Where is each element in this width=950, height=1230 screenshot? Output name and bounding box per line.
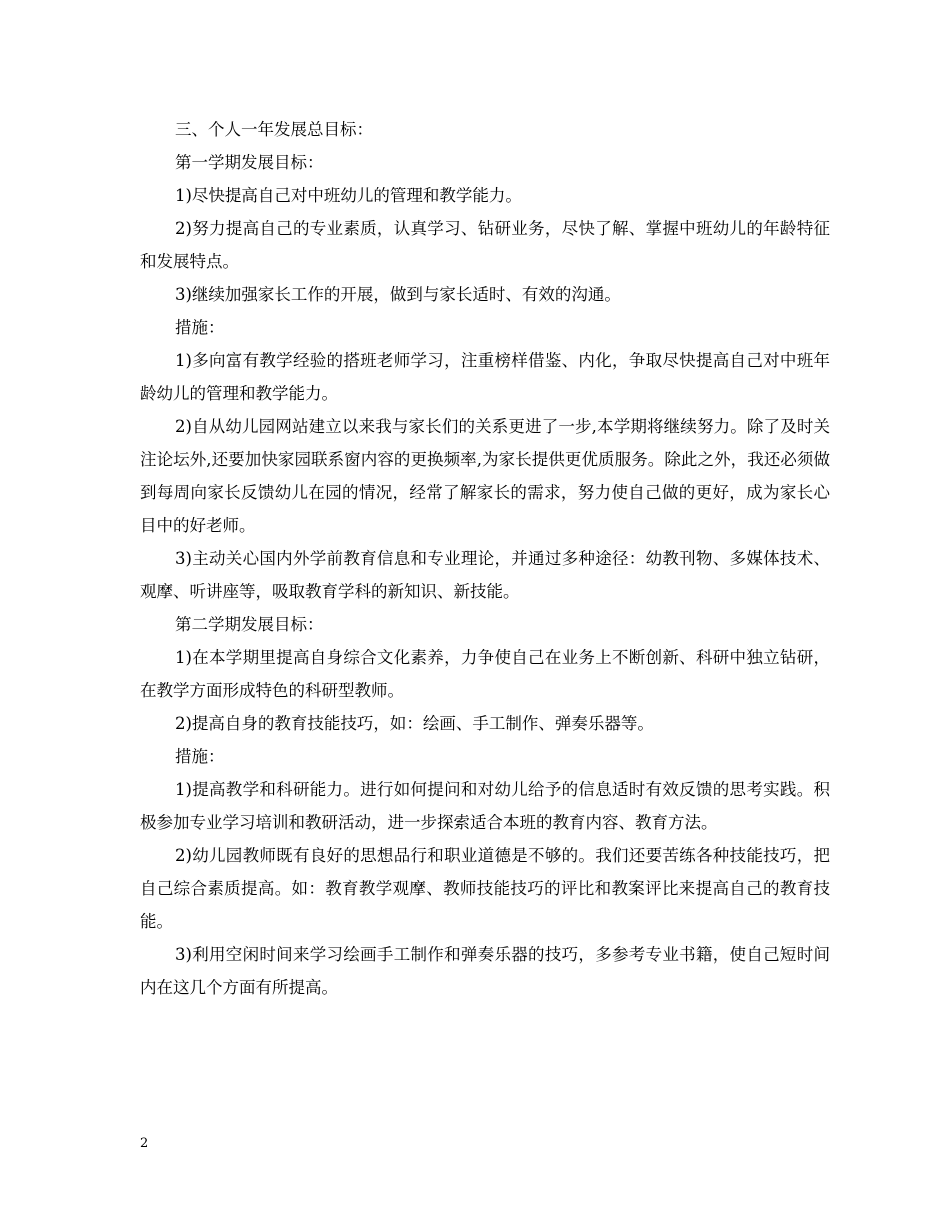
paragraph: 1)提高教学和科研能力。进行如何提问和对幼儿给予的信息适时有效反馈的思考实践。积极参加专业学习培训和教研活动，进一步探索适合本班的教育内容、教育方法。 xyxy=(140,780,830,832)
paragraph: 3)利用空闲时间来学习绘画手工制作和弹奏乐器的技巧，多参考专业书籍，使自己短时间内在这几个方面有所提高。 xyxy=(140,945,830,997)
paragraph: 2)自从幼儿园网站建立以来我与家长们的关系更进了一步,本学期将继续努力。除了及时关注论坛外,还要加快家园联系窗内容的更换频率,为家长提供更优质服务。除此之外，我还必须做到每周向家长反馈幼儿在园的情况，经常了解家长的需求，努力使自己做的更好，成为家长心目中的好老师。 xyxy=(140,417,830,535)
document-body xyxy=(140,113,830,1004)
paragraph: 3)继续加强家长工作的开展，做到与家长适时、有效的沟通。 xyxy=(175,285,621,304)
paragraph: 2)提高自身的教育技能技巧，如：绘画、手工制作、弹奏乐器等。 xyxy=(175,714,654,733)
paragraph: 1)多向富有教学经验的搭班老师学习，注重榜样借鉴、内化，争取尽快提高自己对中班年龄幼儿的管理和教学能力。 xyxy=(140,351,830,403)
paragraph: 1)尽快提高自己对中班幼儿的管理和教学能力。 xyxy=(175,186,522,205)
paragraph: 3)主动关心国内外学前教育信息和专业理论，并通过多种途径：幼教刊物、多媒体技术、观摩、听讲座等，吸取教育学科的新知识、新技能。 xyxy=(140,549,830,601)
subheading-first-semester-goals: 第一学期发展目标： xyxy=(175,153,324,172)
section-heading: 三、个人一年发展总目标： xyxy=(175,120,373,139)
paragraph: 2)努力提高自己的专业素质，认真学习、钻研业务，尽快了解、掌握中班幼儿的年龄特征和发展特点。 xyxy=(140,219,830,271)
paragraph: 2)幼儿园教师既有良好的思想品行和职业道德是不够的。我们还要苦练各种技能技巧，把自己综合素质提高。如：教育教学观摩、教师技能技巧的评比和教案评比来提高自己的教育技能。 xyxy=(140,846,830,931)
paragraph: 1)在本学期里提高自身综合文化素养，力争使自己在业务上不断创新、科研中独立钻研，在教学方面形成特色的科研型教师。 xyxy=(140,648,830,700)
page-number: 2 xyxy=(140,1136,149,1151)
subheading-second-semester-goals: 第二学期发展目标： xyxy=(175,615,324,634)
subheading-measures: 措施： xyxy=(175,318,225,337)
subheading-measures: 措施： xyxy=(175,747,225,766)
